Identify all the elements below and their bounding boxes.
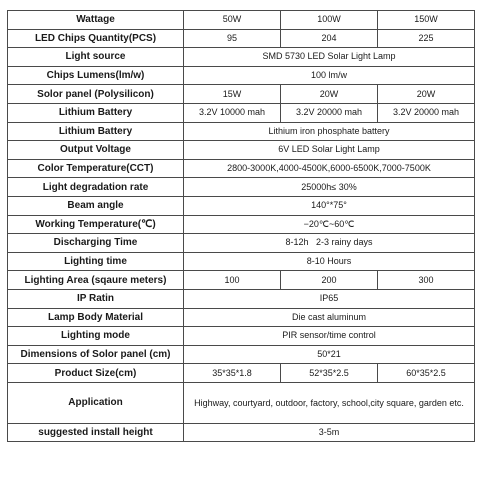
- value-cell: 3.2V 20000 mah: [378, 103, 475, 122]
- value-cell: IP65: [184, 289, 475, 308]
- value-cell: 8-10 Hours: [184, 252, 475, 271]
- value-cell: 20W: [281, 85, 378, 104]
- row-label: Lithium Battery: [8, 122, 184, 141]
- row-install-height: [8, 423, 475, 442]
- row-label: Lighting Area (sqaure meters): [8, 271, 184, 290]
- row-beam-angle: [8, 196, 475, 215]
- value-cell: PIR sensor/time control: [184, 327, 475, 346]
- row-application: [8, 382, 475, 423]
- row-label: Beam angle: [8, 196, 184, 215]
- value-cell: Die cast aluminum: [184, 308, 475, 327]
- row-label: Lamp Body Material: [8, 308, 184, 327]
- row-label: Color Temperature(CCT): [8, 159, 184, 178]
- value-cell: 3-5m: [184, 423, 475, 442]
- row-lighting-mode: [8, 327, 475, 346]
- row-label: suggested install height: [8, 423, 184, 442]
- value-cell: 52*35*2.5: [281, 364, 378, 383]
- value-cell: 8-12h 2-3 rainy days: [184, 234, 475, 253]
- value-cell: Lithium iron phosphate battery: [184, 122, 475, 141]
- row-solar-panel: [8, 85, 475, 104]
- value-cell: 225: [378, 29, 475, 48]
- row-light-degradation: [8, 178, 475, 197]
- value-cell: SMD 5730 LED Solar Light Lamp: [184, 48, 475, 67]
- row-label: Output Voltage: [8, 141, 184, 160]
- row-label: Application: [8, 382, 184, 423]
- value-cell: 3.2V 20000 mah: [281, 103, 378, 122]
- row-wattage: [8, 11, 475, 30]
- value-cell: 15W: [184, 85, 281, 104]
- row-label: Lighting time: [8, 252, 184, 271]
- row-product-size: [8, 364, 475, 383]
- row-lighting-area: [8, 271, 475, 290]
- row-working-temperature: [8, 215, 475, 234]
- value-cell: 20W: [378, 85, 475, 104]
- value-cell: 204: [281, 29, 378, 48]
- value-cell: 6V LED Solar Light Lamp: [184, 141, 475, 160]
- row-ip-rating: [8, 289, 475, 308]
- row-lighting-time: [8, 252, 475, 271]
- row-label: Discharging Time: [8, 234, 184, 253]
- row-color-temperature: [8, 159, 475, 178]
- row-label: Lithium Battery: [8, 103, 184, 122]
- row-discharging-time: [8, 234, 475, 253]
- row-label: Product Size(cm): [8, 364, 184, 383]
- row-label: Dimensions of Solor panel (cm): [8, 345, 184, 364]
- value-cell: 100W: [281, 11, 378, 30]
- value-cell: 50W: [184, 11, 281, 30]
- value-cell: Highway, courtyard, outdoor, factory, school,city square, garden etc.: [184, 382, 475, 423]
- value-cell: 60*35*2.5: [378, 364, 475, 383]
- value-cell: 2800-3000K,4000-4500K,6000-6500K,7000-7500K: [184, 159, 475, 178]
- row-light-source: [8, 48, 475, 67]
- value-cell: 150W: [378, 11, 475, 30]
- spec-table: [7, 10, 475, 442]
- value-cell: 95: [184, 29, 281, 48]
- row-lamp-body-material: [8, 308, 475, 327]
- row-lithium-battery-type: [8, 122, 475, 141]
- value-cell: 35*35*1.8: [184, 364, 281, 383]
- row-label: Solor panel (Polysilicon): [8, 85, 184, 104]
- value-cell: 300: [378, 271, 475, 290]
- row-led-chips-quantity: [8, 29, 475, 48]
- row-label: Working Temperature(℃): [8, 215, 184, 234]
- value-cell: 3.2V 10000 mah: [184, 103, 281, 122]
- row-chips-lumens: [8, 66, 475, 85]
- value-cell: 50*21: [184, 345, 475, 364]
- row-label: Wattage: [8, 11, 184, 30]
- row-output-voltage: [8, 141, 475, 160]
- row-label: IP Ratin: [8, 289, 184, 308]
- value-cell: 25000h≤ 30%: [184, 178, 475, 197]
- row-label: Chips Lumens(lm/w): [8, 66, 184, 85]
- value-cell: 140°*75°: [184, 196, 475, 215]
- row-label: LED Chips Quantity(PCS): [8, 29, 184, 48]
- row-solar-panel-dimensions: [8, 345, 475, 364]
- row-label: Lighting mode: [8, 327, 184, 346]
- value-cell: 100: [184, 271, 281, 290]
- value-cell: 100 lm/w: [184, 66, 475, 85]
- row-label: Light source: [8, 48, 184, 67]
- row-lithium-battery-capacity: [8, 103, 475, 122]
- value-cell: 200: [281, 271, 378, 290]
- row-label: Light degradation rate: [8, 178, 184, 197]
- value-cell: −20℃~60℃: [184, 215, 475, 234]
